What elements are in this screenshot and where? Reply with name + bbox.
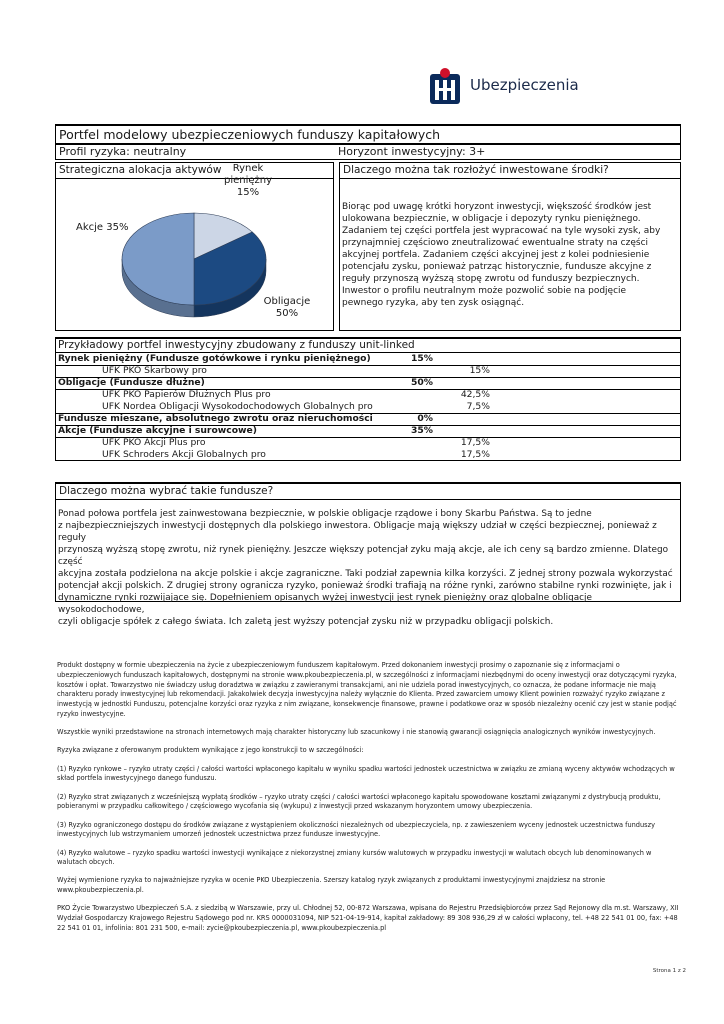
- why-split-line: akcyjnej portfela. Zadaniem części akcyjnej jest z kolei podniesienie: [342, 250, 650, 260]
- row-category-pct: 50%: [411, 377, 433, 388]
- portfolio-heading: [56, 339, 680, 353]
- disclaimer-paragraph: (3) Ryzyko ograniczonego dostępu do środków związane z wystąpieniem okoliczności niezależnych od ubezpieczyciela, np. z zawieszeniem wyceny jednostek uczestnictwa funduszy inwestycyjnych lub wstrzymaniem umorzeń jednostek uczestnictwa przez fundusze inwestycyjne.: [57, 820, 655, 839]
- portfolio-table: [55, 337, 681, 461]
- why-split-line: potencjału zysku, ponieważ patrząc historycznie, fundusze akcyjne z: [342, 262, 652, 272]
- why-funds-line: czyli obligacje spółek z całego świata. Ich zaletą jest wyższy potencjał zysku niż w przypadku obligacji polskich.: [58, 617, 554, 627]
- row-category-pct: 0%: [417, 413, 433, 424]
- why-funds-line: przynoszą wyższą stopę zwrotu, niż rynek pieniężny. Jeszcze większy potencjał zyku mają akcje, ale ich ceny są bardzo zmienne. Dlatego część: [58, 545, 669, 567]
- why-split-section: [339, 162, 681, 331]
- row-name: UFK Schroders Akcji Globalnych pro: [102, 449, 266, 460]
- why-split-heading: Dlaczego można tak rozłożyć inwestowane środki?: [340, 163, 680, 179]
- row-name: Rynek pieniężny (Fundusze gotówkowe i rynku pieniężnego): [58, 353, 371, 364]
- row-name: Akcje (Fundusze akcyjne i surowcowe): [58, 425, 257, 436]
- row-name: UFK Nordea Obligacji Wysokodochodowych Globalnych pro: [102, 401, 373, 412]
- portfolio-heading-text: Przykładowy portfel inwestycyjny zbudowany z funduszy unit-linked: [58, 339, 415, 351]
- disclaimer-paragraph: (2) Ryzyko strat związanych z wcześniejszą wypłatą środków – ryzyko utraty części / całości wartości wpłaconego kapitału spowodowane kosztami związanymi z dystrybucją produktu, pobieranymi w przypadku całkowitego / częściowego wycofania się (wykupu) z inwestycji przed wskazanym horyzontem umowy ubezpieczenia.: [57, 792, 661, 811]
- why-funds-line: potencjał akcji polskich. Z drugiej strony ogranicza ryzyko, ponieważ środki trafiają na różne rynki, zarówno stabilne rynki rozwinięte, jak i: [58, 581, 672, 591]
- why-funds-line: akcyjna została podzielona na akcje polskie i akcje zagraniczne. Taki podział zapewnia kilka korzyści. Z jednej strony pozwala wykorzystać: [58, 569, 673, 579]
- investment-horizon: Horyzont inwestycyjny: 3+: [338, 145, 486, 158]
- disclaimer-paragraph: Ryzyka związane z oferowanym produktem wynikające z jego konstrukcji to w szczególności:: [57, 746, 364, 755]
- why-split-line: Biorąc pod uwagę krótki horyzont inwestycji, większość środków jest: [342, 202, 652, 212]
- row-fund-pct: 17,5%: [460, 449, 490, 460]
- why-funds-line: z najbezpieczniejszych inwestycji dostępnych dla polskiego inwestora. Obligacje mają większy udział w części bezpiecznej, ponieważ z reguły: [58, 521, 657, 543]
- label-money-market-line1: Rynek: [232, 163, 264, 174]
- disclaimer-paragraph: (4) Ryzyko walutowe – ryzyko spadku wartości inwestycji wynikające z niekorzystnej zmiany kursów walutowych w przypadku inwestycji w walutach obcych lub denominowanych w walutach obcych.: [57, 848, 652, 867]
- label-money-market-value: 15%: [236, 187, 260, 198]
- why-split-line: pewnego ryzyka, aby ten zysk osiągnąć.: [342, 298, 525, 308]
- label-bonds-value: 50%: [275, 308, 299, 319]
- why-split-body: [342, 201, 678, 309]
- row-category-pct: 35%: [411, 425, 433, 436]
- row-name: Obligacje (Fundusze dłużne): [58, 377, 205, 388]
- row-fund-pct: 17,5%: [460, 437, 490, 448]
- pko-logo-icon: [430, 68, 460, 104]
- why-funds-line: Ponad połowa portfela jest zainwestowana bezpiecznie, w polskie obligacje rządowe i bony Skarbu Państwa. Są to jedne: [58, 509, 592, 519]
- why-funds-heading: Dlaczego można wybrać takie fundusze?: [56, 484, 680, 500]
- page-number: Strona 1 z 2: [652, 968, 686, 974]
- label-equities: Akcje 35%: [76, 222, 129, 233]
- why-split-line: przynajmniej częściowo zneutralizować ewentualne straty na części: [342, 238, 649, 248]
- row-fund-pct: 15%: [469, 365, 490, 376]
- why-funds-section: [55, 482, 681, 627]
- allocation-section: [55, 162, 334, 331]
- why-funds-body: [58, 508, 676, 628]
- label-bonds-line1: Obligacje: [263, 296, 311, 307]
- pko-logo: [430, 68, 590, 104]
- disclaimer-paragraph: Produkt dostępny w formie ubezpieczenia na życie z ubezpieczeniowym funduszem kapitałowym. Przed dokonaniem inwestycji prosimy o zapoznanie się z informacjami o ubezpieczeniowych funduszach kapitałowych, dostępnymi na stronie www.pkoubezpieczenia.pl, w szczególności z informacjami niezbędnymi do oceny inwestycji oraz dotyczącymi ryzyka, kosztów i opłat. Towarzystwo nie świadczy usług doradztwa w związku z zawieranymi transakcjami, ani nie udziela porad inwestycyjnych, co oznacza, że podane informacje nie mają charakteru porady inwestycyjnej lub rekomendacji. Jakakolwiek decyzja inwestycyjna należy wyłącznie do Klienta. Przed zawarciem umowy Klient powinien rozważyć ryzyko związane z inwestycją w jednostki Funduszu, potencjalne korzyści oraz ryzyka z nim związane, konsekwencje finansowe, prawne i podatkowe oraz w sposób niezależny ocenić czy jest w stanie podjąć ryzyko inwestycyjne.: [57, 661, 677, 718]
- profile-row: [55, 144, 681, 160]
- table-row: [56, 389, 680, 401]
- label-money-market-line2: pieniężny: [223, 175, 273, 186]
- label-money-market: [216, 163, 280, 199]
- why-split-line: ulokowana bezpiecznie, w obligacje i depozyty rynku pieniężnego.: [342, 214, 641, 224]
- disclaimer-paragraph: PKO Życie Towarzystwo Ubezpieczeń S.A. z siedzibą w Warszawie, przy ul. Chłodnej 52, 00-872 Warszawa, wpisana do Rejestru Przedsiębiorców przez Sąd Rejonowy dla m.st. Warszawy, XII Wydział Gospodarczy Krajowego Rejestru Sądowego pod nr. KRS 0000031094, NIP 521-04-19-914, kapitał zakładowy: 89 308 936,29 zł w całości wpłacony, tel. +48 22 541 01 00, fax: +48 22 541 01 01, infolinia: 801 231 500, e-mail: zycie@pkoubezpieczenia.pl, www.pkoubezpieczenia.pl: [57, 904, 679, 933]
- table-row: [56, 437, 680, 449]
- why-funds-line: dynamiczne rynki rozwijające się. Dopełnieniem opisanych wyżej inwestycji jest rynek pieniężny oraz globalne obligacje wysokodochodowe,: [58, 593, 592, 615]
- row-name: UFK PKO Skarbowy pro: [102, 365, 207, 376]
- risk-profile: Profil ryzyka: neutralny: [59, 145, 187, 158]
- why-split-line: reguły przynoszą wyższą stopę zwrotu od funduszy bezpiecznych.: [342, 274, 640, 284]
- label-bonds: [258, 296, 316, 320]
- why-split-line: Inwestor o profilu neutralnym może pozwolić sobie na podjęcie: [342, 286, 627, 296]
- page-title: [55, 124, 681, 144]
- row-category-pct: 15%: [411, 353, 433, 364]
- why-split-line: Zadaniem tej części portfela jest wypracować na tyle wysoki zysk, aby: [342, 226, 661, 236]
- row-fund-pct: 42,5%: [460, 389, 490, 400]
- row-name: Fundusze mieszane, absolutnego zwrotu oraz nieruchomości: [58, 413, 373, 424]
- row-fund-pct: 7,5%: [466, 401, 490, 412]
- page-title-text: Portfel modelowy ubezpieczeniowych funduszy kapitałowych: [59, 127, 441, 142]
- allocation-heading: Strategiczna alokacja aktywów: [56, 163, 333, 179]
- disclaimer-paragraph: (1) Ryzyko rynkowe – ryzyko utraty części / całości wartości wpłaconego kapitału w wyniku spadku wartości jednostek uczestnictwa w związku ze zmianą wyceny aktywów wchodzących w skład portfela inwestycyjnego danego funduszu.: [57, 764, 675, 783]
- disclaimer: [57, 661, 681, 942]
- row-name: UFK PKO Papierów Dłużnych Plus pro: [102, 389, 271, 400]
- row-name: UFK PKO Akcji Plus pro: [102, 437, 206, 448]
- disclaimer-paragraph: Wyżej wymienione ryzyka to najważniejsze ryzyka w ocenie PKO Ubezpieczenia. Szerszy katalog ryzyk związanych z produktami inwestycyjnymi znajdziesz na stronie www.pkoubezpieczenia.pl.: [57, 876, 606, 895]
- disclaimer-paragraph: Wszystkie wyniki przedstawione na stronach internetowych mają charakter historyczny lub szacunkowy i nie stanowią gwarancji osiągnięcia analogicznych wyników inwestycyjnych.: [57, 728, 656, 737]
- brand-name: Ubezpieczenia: [470, 76, 579, 94]
- table-row: [56, 449, 680, 461]
